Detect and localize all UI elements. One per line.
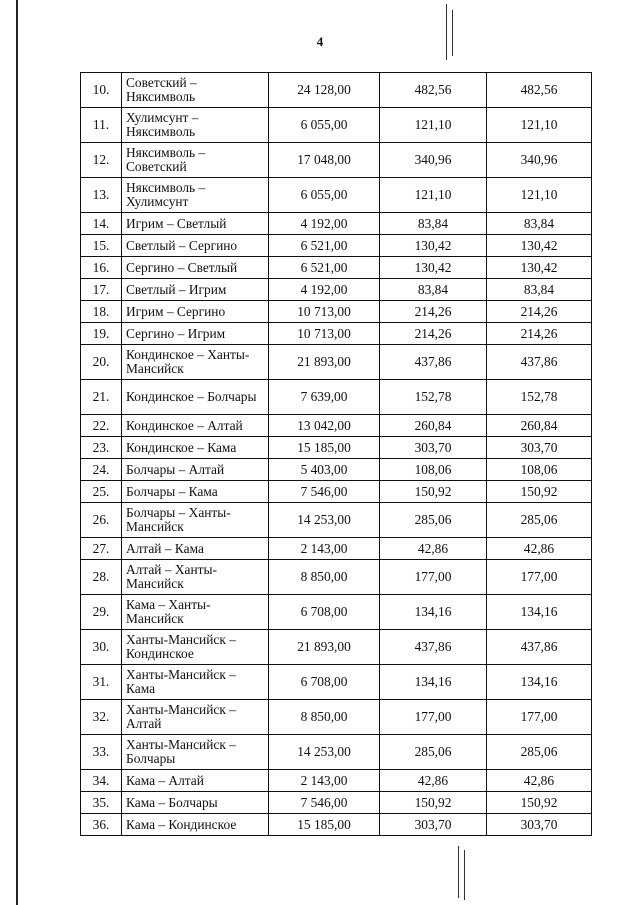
table-row	[81, 437, 592, 459]
row-number: 10.	[81, 73, 122, 108]
table-row	[81, 235, 592, 257]
value-cell-1: 5 403,00	[269, 459, 380, 481]
value-cell-2: 285,06	[380, 503, 487, 538]
value-cell-3: 260,84	[487, 415, 592, 437]
row-number: 29.	[81, 595, 122, 630]
value-cell-1: 6 708,00	[269, 595, 380, 630]
value-cell-3: 177,00	[487, 560, 592, 595]
value-cell-1: 21 893,00	[269, 630, 380, 665]
value-cell-2: 130,42	[380, 235, 487, 257]
value-cell-2: 177,00	[380, 560, 487, 595]
route-cell: Болчары – Ханты-Мансийск	[122, 503, 269, 538]
value-cell-1: 4 192,00	[269, 279, 380, 301]
row-number: 32.	[81, 700, 122, 735]
row-number: 28.	[81, 560, 122, 595]
value-cell-3: 437,86	[487, 630, 592, 665]
page-edge-rule	[16, 0, 18, 905]
value-cell-3: 482,56	[487, 73, 592, 108]
value-cell-1: 7 639,00	[269, 380, 380, 415]
table-row	[81, 560, 592, 595]
table-row	[81, 630, 592, 665]
value-cell-3: 437,86	[487, 345, 592, 380]
value-cell-2: 340,96	[380, 143, 487, 178]
value-cell-1: 6 055,00	[269, 178, 380, 213]
value-cell-2: 108,06	[380, 459, 487, 481]
row-number: 14.	[81, 213, 122, 235]
table-row	[81, 814, 592, 836]
row-number: 27.	[81, 538, 122, 560]
table-row	[81, 595, 592, 630]
value-cell-2: 260,84	[380, 415, 487, 437]
value-cell-2: 130,42	[380, 257, 487, 279]
table-row	[81, 735, 592, 770]
table-row	[81, 538, 592, 560]
table-row	[81, 345, 592, 380]
value-cell-2: 83,84	[380, 213, 487, 235]
value-cell-3: 130,42	[487, 235, 592, 257]
value-cell-2: 303,70	[380, 437, 487, 459]
route-cell: Светлый – Сергино	[122, 235, 269, 257]
route-cell: Няксимволь – Хулимсунт	[122, 178, 269, 213]
value-cell-2: 134,16	[380, 665, 487, 700]
value-cell-3: 150,92	[487, 792, 592, 814]
value-cell-3: 42,86	[487, 538, 592, 560]
value-cell-1: 6 521,00	[269, 235, 380, 257]
value-cell-1: 6 521,00	[269, 257, 380, 279]
row-number: 33.	[81, 735, 122, 770]
value-cell-1: 6 708,00	[269, 665, 380, 700]
row-number: 25.	[81, 481, 122, 503]
value-cell-1: 14 253,00	[269, 503, 380, 538]
value-cell-3: 152,78	[487, 380, 592, 415]
route-cell: Алтай – Ханты-Мансийск	[122, 560, 269, 595]
table-row	[81, 415, 592, 437]
scan-mark-top	[446, 4, 447, 60]
row-number: 22.	[81, 415, 122, 437]
value-cell-3: 285,06	[487, 503, 592, 538]
table-row	[81, 108, 592, 143]
table-row	[81, 792, 592, 814]
value-cell-1: 17 048,00	[269, 143, 380, 178]
value-cell-2: 121,10	[380, 178, 487, 213]
value-cell-2: 83,84	[380, 279, 487, 301]
row-number: 20.	[81, 345, 122, 380]
value-cell-1: 14 253,00	[269, 735, 380, 770]
value-cell-3: 214,26	[487, 323, 592, 345]
route-cell: Хулимсунт – Няксимволь	[122, 108, 269, 143]
value-cell-3: 150,92	[487, 481, 592, 503]
scan-mark-bottom	[458, 846, 459, 898]
row-number: 12.	[81, 143, 122, 178]
value-cell-1: 8 850,00	[269, 700, 380, 735]
value-cell-1: 2 143,00	[269, 538, 380, 560]
fare-table-body	[81, 73, 592, 836]
table-row	[81, 380, 592, 415]
table-row	[81, 73, 592, 108]
value-cell-3: 214,26	[487, 301, 592, 323]
route-cell: Кондинское – Кама	[122, 437, 269, 459]
table-row	[81, 503, 592, 538]
value-cell-2: 214,26	[380, 323, 487, 345]
value-cell-1: 7 546,00	[269, 481, 380, 503]
route-cell: Алтай – Кама	[122, 538, 269, 560]
value-cell-3: 340,96	[487, 143, 592, 178]
value-cell-3: 121,10	[487, 108, 592, 143]
value-cell-2: 177,00	[380, 700, 487, 735]
route-cell: Ханты-Мансийск – Болчары	[122, 735, 269, 770]
value-cell-3: 121,10	[487, 178, 592, 213]
row-number: 24.	[81, 459, 122, 481]
value-cell-3: 134,16	[487, 595, 592, 630]
row-number: 35.	[81, 792, 122, 814]
value-cell-2: 42,86	[380, 538, 487, 560]
row-number: 36.	[81, 814, 122, 836]
value-cell-2: 121,10	[380, 108, 487, 143]
value-cell-1: 15 185,00	[269, 437, 380, 459]
value-cell-3: 83,84	[487, 213, 592, 235]
value-cell-3: 177,00	[487, 700, 592, 735]
value-cell-1: 24 128,00	[269, 73, 380, 108]
row-number: 13.	[81, 178, 122, 213]
value-cell-3: 42,86	[487, 770, 592, 792]
value-cell-1: 21 893,00	[269, 345, 380, 380]
table-row	[81, 481, 592, 503]
table-row	[81, 323, 592, 345]
route-cell: Игрим – Сергино	[122, 301, 269, 323]
route-cell: Ханты-Мансийск – Алтай	[122, 700, 269, 735]
table-row	[81, 770, 592, 792]
row-number: 15.	[81, 235, 122, 257]
route-cell: Сергино – Светлый	[122, 257, 269, 279]
row-number: 30.	[81, 630, 122, 665]
value-cell-2: 150,92	[380, 792, 487, 814]
route-cell: Игрим – Светлый	[122, 213, 269, 235]
value-cell-2: 134,16	[380, 595, 487, 630]
value-cell-1: 10 713,00	[269, 301, 380, 323]
route-cell: Няксимволь – Советский	[122, 143, 269, 178]
value-cell-2: 150,92	[380, 481, 487, 503]
value-cell-1: 2 143,00	[269, 770, 380, 792]
row-number: 31.	[81, 665, 122, 700]
route-cell: Болчары – Алтай	[122, 459, 269, 481]
value-cell-1: 13 042,00	[269, 415, 380, 437]
value-cell-1: 7 546,00	[269, 792, 380, 814]
row-number: 23.	[81, 437, 122, 459]
row-number: 19.	[81, 323, 122, 345]
value-cell-3: 303,70	[487, 814, 592, 836]
value-cell-3: 83,84	[487, 279, 592, 301]
route-cell: Кондинское – Болчары	[122, 380, 269, 415]
value-cell-2: 285,06	[380, 735, 487, 770]
table-row	[81, 178, 592, 213]
row-number: 11.	[81, 108, 122, 143]
value-cell-2: 42,86	[380, 770, 487, 792]
row-number: 16.	[81, 257, 122, 279]
row-number: 21.	[81, 380, 122, 415]
route-cell: Болчары – Кама	[122, 481, 269, 503]
value-cell-3: 285,06	[487, 735, 592, 770]
route-cell: Светлый – Игрим	[122, 279, 269, 301]
value-cell-3: 130,42	[487, 257, 592, 279]
value-cell-2: 437,86	[380, 345, 487, 380]
value-cell-1: 8 850,00	[269, 560, 380, 595]
table-row	[81, 459, 592, 481]
route-cell: Ханты-Мансийск – Кондинское	[122, 630, 269, 665]
value-cell-3: 134,16	[487, 665, 592, 700]
row-number: 34.	[81, 770, 122, 792]
route-cell: Кондинское – Алтай	[122, 415, 269, 437]
value-cell-1: 4 192,00	[269, 213, 380, 235]
value-cell-3: 108,06	[487, 459, 592, 481]
value-cell-1: 10 713,00	[269, 323, 380, 345]
value-cell-1: 15 185,00	[269, 814, 380, 836]
table-row	[81, 279, 592, 301]
row-number: 17.	[81, 279, 122, 301]
table-row	[81, 257, 592, 279]
route-cell: Кама – Кондинское	[122, 814, 269, 836]
route-cell: Кондинское – Ханты-Мансийск	[122, 345, 269, 380]
table-row	[81, 143, 592, 178]
value-cell-2: 152,78	[380, 380, 487, 415]
route-cell: Советский – Няксимволь	[122, 73, 269, 108]
table-row	[81, 301, 592, 323]
value-cell-2: 214,26	[380, 301, 487, 323]
table-row	[81, 665, 592, 700]
value-cell-2: 437,86	[380, 630, 487, 665]
page-number: 4	[316, 34, 324, 49]
route-cell: Кама – Ханты-Мансийск	[122, 595, 269, 630]
row-number: 18.	[81, 301, 122, 323]
table-row	[81, 700, 592, 735]
value-cell-2: 303,70	[380, 814, 487, 836]
route-cell: Сергино – Игрим	[122, 323, 269, 345]
fare-table	[80, 72, 592, 836]
route-cell: Кама – Алтай	[122, 770, 269, 792]
table-row	[81, 213, 592, 235]
scan-mark-bottom	[464, 850, 465, 900]
value-cell-1: 6 055,00	[269, 108, 380, 143]
route-cell: Ханты-Мансийск – Кама	[122, 665, 269, 700]
value-cell-3: 303,70	[487, 437, 592, 459]
route-cell: Кама – Болчары	[122, 792, 269, 814]
value-cell-2: 482,56	[380, 73, 487, 108]
row-number: 26.	[81, 503, 122, 538]
